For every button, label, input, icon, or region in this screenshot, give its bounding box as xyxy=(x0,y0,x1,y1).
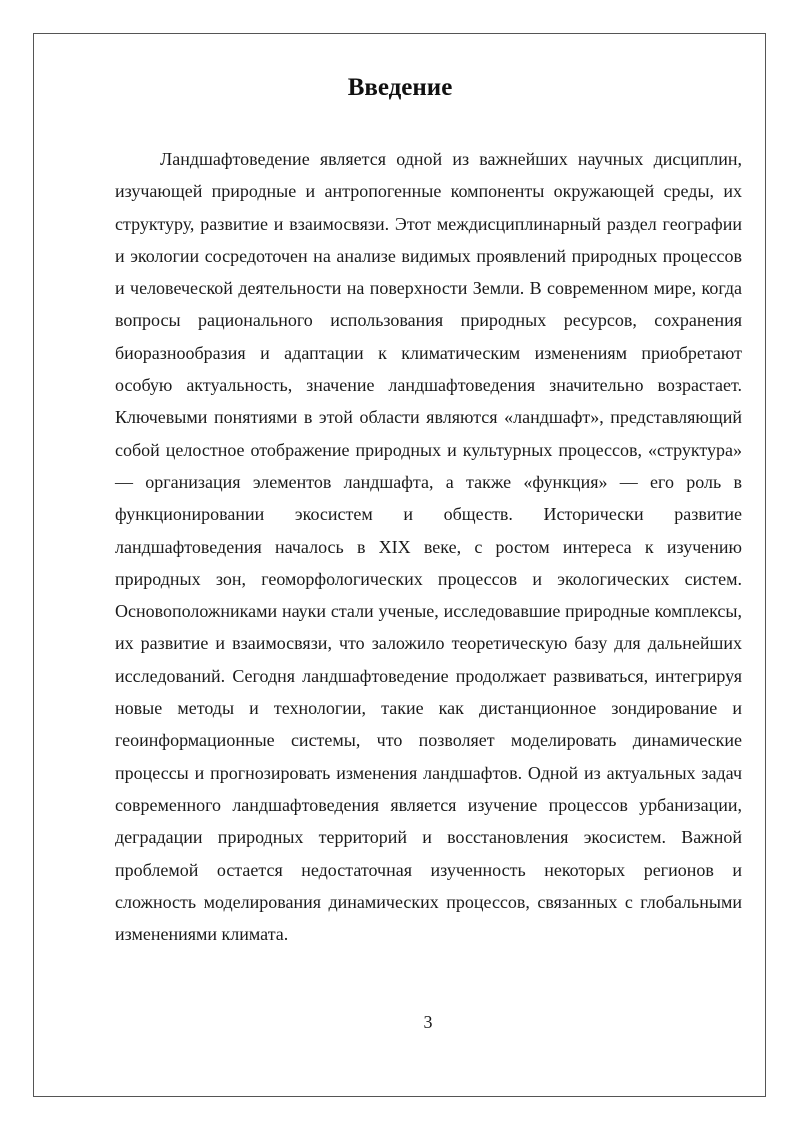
page-number: 3 xyxy=(423,1012,433,1032)
page-title: Введение xyxy=(347,74,453,101)
body-paragraph: Ландшафтоведение является одной из важнейших научных дисциплин, изучающей природные и антропогенные компоненты окружающей среды, их структуру, развитие и взаимосвязи. Этот междисциплинарный раздел географии и экологии сосредоточен на анализе видимых проявлений природных процессов и человеческой деятельности на поверхности Земли. В современном мире, когда вопросы рационального использования природных ресурсов, сохранения биоразнообразия и адаптации к климатическим изменениям приобретают особую актуальность, значение ландшафтоведения значительно возрастает. Ключевыми понятиями в этой области являются «ландшафт», представляющий собой целостное отображение природных и культурных процессов, «структура» — организация элементов ландшафта, а также «функция» — его роль в функционировании экосистем и обществ. Исторически развитие ландшафтоведения началось в XIX веке, с ростом интереса к изучению природных зон, геоморфологических процессов и экологических систем. Основоположниками науки стали ученые, исследовавшие природные комплексы, их развитие и взаимосвязи, что заложило теоретическую базу для дальнейших исследований. Сегодня ландшафтоведение продолжает развиваться, интегрируя новые методы и технологии, такие как дистанционное зондирование и геоинформационные системы, что позволяет моделировать динамические процессы и прогнозировать изменения ландшафтов. Одной из актуальных задач современного ландшафтоведения является изучение процессов урбанизации, деградации природных территорий и восстановления экосистем. Важной проблемой остается недостаточная изученность некоторых регионов и сложность моделирования динамических процессов, связанных с глобальными изменениями климата. xyxy=(115,149,742,945)
